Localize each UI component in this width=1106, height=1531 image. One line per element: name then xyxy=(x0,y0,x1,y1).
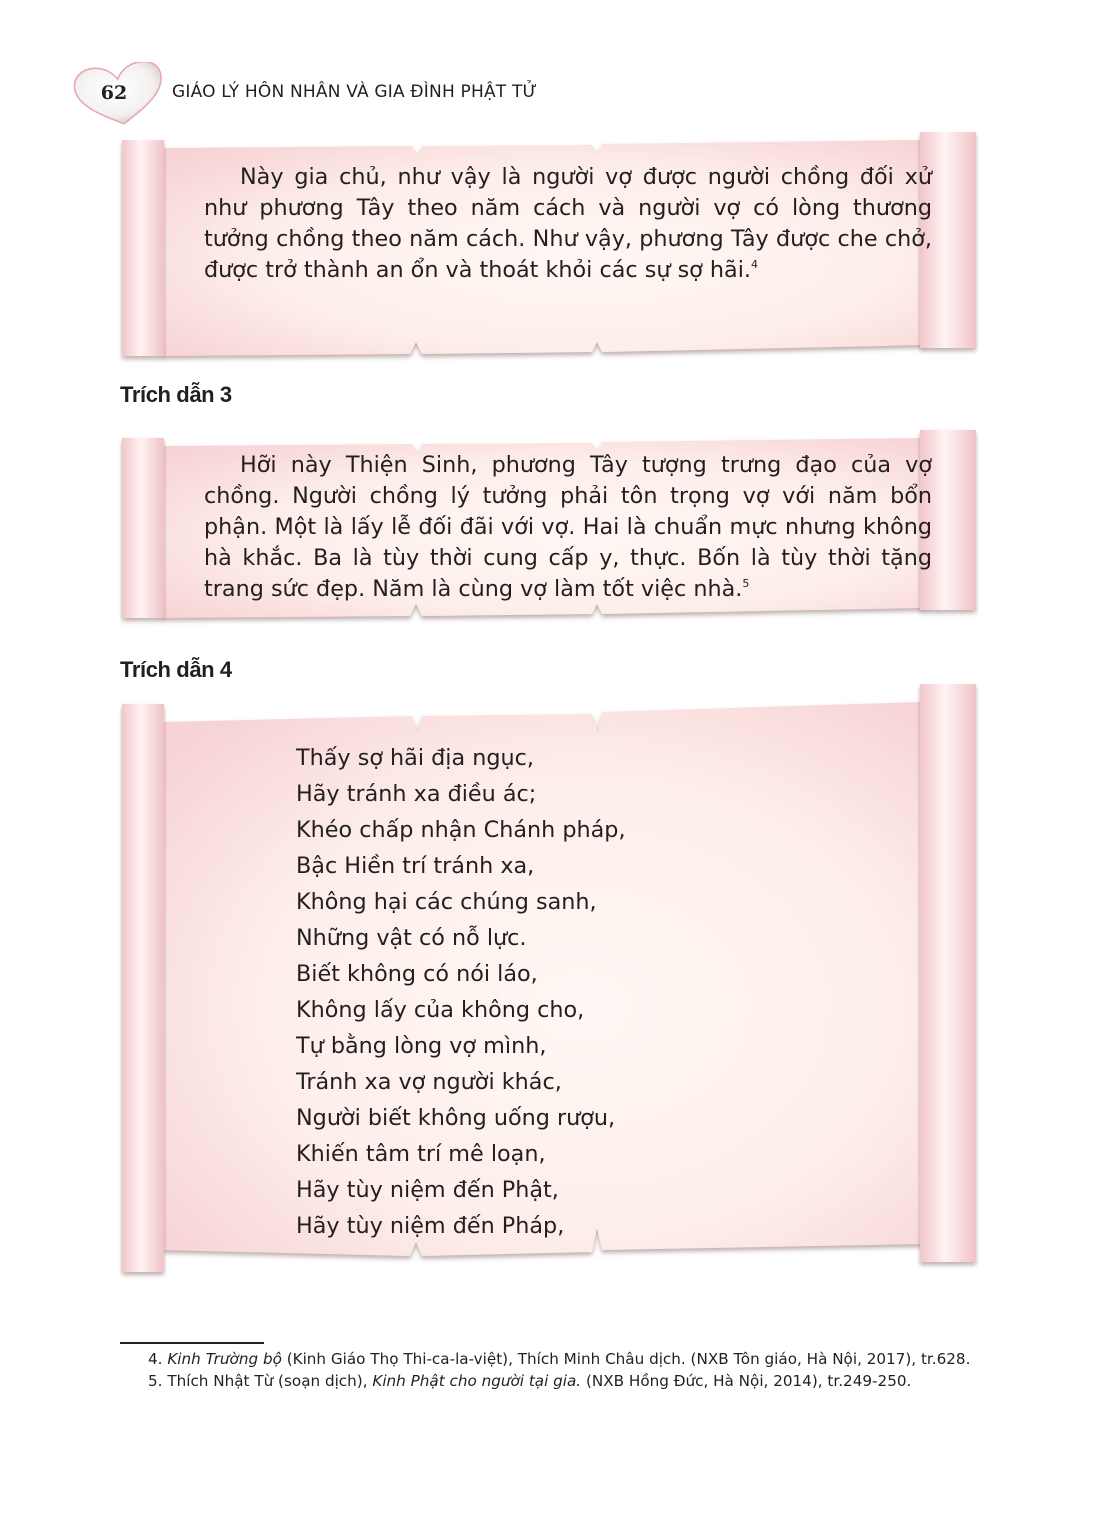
poem-line: Hãy tùy niệm đến Phật, xyxy=(296,1177,559,1203)
poem-line: Không hại các chúng sanh, xyxy=(296,889,597,915)
section-heading-3: Trích dẫn 3 xyxy=(120,382,232,407)
poem-line: Biết không có nói láo, xyxy=(296,961,538,987)
poem-line: Khéo chấp nhận Chánh pháp, xyxy=(296,817,626,843)
quote-scroll-4 xyxy=(122,682,980,1282)
footnote-4: 4. Kinh Trường bộ (Kinh Giáo Thọ Thi-ca-la-việt), Thích Minh Châu dịch. (NXB Tôn giáo, Hà Nội, 2017), tr.628. xyxy=(148,1350,971,1368)
poem-line: Tự bằng lòng vợ mình, xyxy=(296,1033,547,1059)
poem xyxy=(296,740,626,1244)
section-heading-4: Trích dẫn 4 xyxy=(120,657,232,682)
quote-scroll-1 xyxy=(122,130,980,362)
footnote-divider xyxy=(120,1342,264,1344)
poem-line: Bậc Hiền trí tránh xa, xyxy=(296,853,535,879)
poem-line: Khiến tâm trí mê loạn, xyxy=(296,1141,546,1167)
poem-line: Người biết không uống rượu, xyxy=(296,1105,616,1131)
poem-line: Tránh xa vợ người khác, xyxy=(296,1069,562,1095)
footnotes xyxy=(120,1348,1000,1392)
footnote-5: 5. Thích Nhật Từ (soạn dịch), Kinh Phật cho người tại gia. (NXB Hồng Đức, Hà Nội, 2014), tr.249-250. xyxy=(148,1372,912,1390)
quote-3-text: Hỡi này Thiện Sinh, phương Tây tượng trưng đạo của vợ chồng. Người chồng lý tưởng phải tôn trọng vợ với năm bổn phận. Một là lấy lễ đối đãi với vợ. Hai là chuẩn mực nhưng không hà khắc. Ba là tùy thời cung cấp y, thực. Bốn là tùy thời tặng trang sức đẹp. Năm là cùng vợ làm tốt việc nhà.$^5$ xyxy=(204,452,932,602)
running-title: GIÁO LÝ HÔN NHÂN VÀ GIA ĐÌNH PHẬT TỬ xyxy=(172,82,538,102)
footnote-ref-5[interactable]: 5 xyxy=(742,577,750,590)
quote-scroll-3 xyxy=(122,430,980,622)
poem-line: Hãy tùy niệm đến Pháp, xyxy=(296,1213,565,1239)
poem-line: Hãy tránh xa điều ác; xyxy=(296,781,537,807)
page-number: 62 xyxy=(100,82,128,104)
poem-line: Thấy sợ hãi địa ngục, xyxy=(296,745,534,771)
quote-1-text: Này gia chủ, như vậy là người vợ được người chồng đối xử như phương Tây theo năm cách và người vợ có lòng thương tưởng chồng theo năm cách. Như vậy, phương Tây được che chở, được trở thành an ổn và thoát khỏi các sự sợ hãi.$^4$ xyxy=(204,164,932,283)
poem-line: Những vật có nỗ lực. xyxy=(296,925,527,951)
running-header xyxy=(72,62,672,128)
footnote-ref-4[interactable]: 4 xyxy=(751,258,758,271)
poem-line: Không lấy của không cho, xyxy=(296,997,585,1023)
